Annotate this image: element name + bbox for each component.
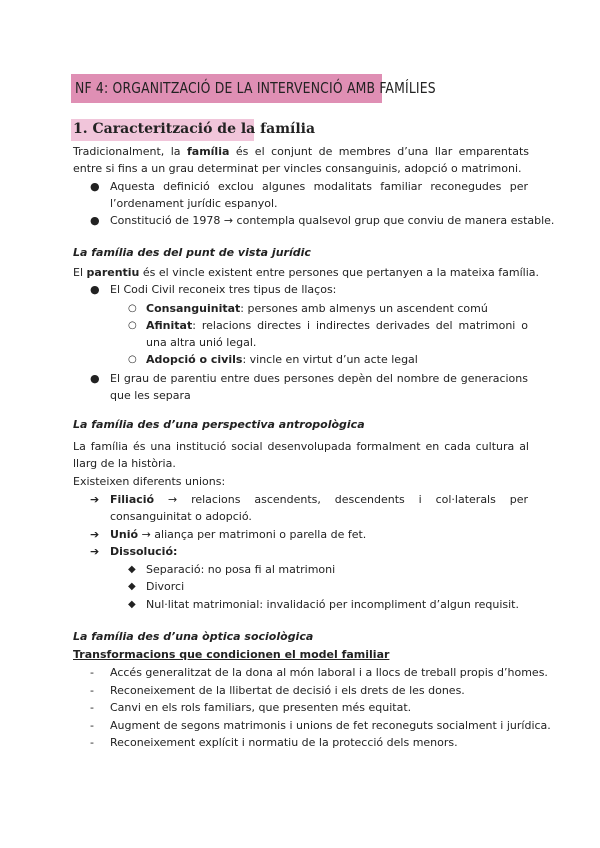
antropologica-paragraph: La família és una institució social desenvolupada formalment en cada cultura al llarg de la història. <box>73 440 529 470</box>
bullet-marker: ● <box>90 214 100 227</box>
dash-item: Accés generalitzat de la dona al món laboral i a llocs de treball propis d’homes. <box>110 666 548 679</box>
subsection-heading: La família des d’una perspectiva antropològica <box>73 418 365 431</box>
parentiu-paragraph: El parentiu és el vincle existent entre persones que pertanyen a la mateixa família. <box>73 266 540 279</box>
unions-intro: Existeixen diferents unions: <box>73 475 226 488</box>
dash-item: Augment de segons matrimonis i unions de fet reconeguts socialment i jurídica. <box>110 719 551 732</box>
bullet-item: Aquesta definició exclou algunes modalitats familiar reconegudes per l’ordenament jurídic espanyol. <box>110 180 528 210</box>
arrow-marker: ➔ <box>90 528 100 541</box>
arrow-item: Dissolució: <box>110 545 178 558</box>
subsection-heading: La família des d’una òptica sociològica <box>73 630 314 643</box>
circle-marker: ○ <box>128 303 137 314</box>
subsection-heading: La família des del punt de vista jurídic <box>73 246 311 259</box>
arrow-item: Filiació → relacions ascendents, descendents i col·laterals per consanguinitat o adopció. <box>110 493 528 523</box>
arrow-marker: ➔ <box>90 493 100 506</box>
dash-marker: - <box>90 701 94 714</box>
bullet-item: El Codi Civil reconeix tres tipus de llaços: <box>110 283 337 296</box>
diamond-marker: ◆ <box>128 599 136 610</box>
bullet-marker: ● <box>90 180 100 193</box>
title-highlight <box>71 74 436 103</box>
diamond-marker: ◆ <box>128 564 136 575</box>
arrow-marker: ➔ <box>90 545 100 558</box>
dash-marker: - <box>90 719 94 732</box>
circle-marker: ○ <box>128 354 137 365</box>
sub-bullet-item: Adopció o civils: vincle en virtut d’un acte legal <box>146 353 418 366</box>
arrow-item: Unió → aliança per matrimoni o parella de fet. <box>110 528 367 541</box>
sub-bullet-item: Afinitat: relacions directes i indirectes derivades del matrimoni o una altra unió legal. <box>146 319 528 349</box>
dash-marker: - <box>90 736 94 749</box>
bullet-item: El grau de parentiu entre dues persones depèn del nombre de generacions que les separa <box>110 372 528 402</box>
diamond-item: Nul·litat matrimonial: invalidació per incompliment d’algun requisit. <box>146 598 519 611</box>
bullet-marker: ● <box>90 283 100 296</box>
intro-paragraph: Tradicionalment, la família és el conjunt de membres d’una llar emparentats entre si fins a un grau determinat per vincles consanguinis, adopció o matrimoni. <box>73 145 529 175</box>
circle-marker: ○ <box>128 320 137 331</box>
underlined-subheading: Transformacions que condicionen el model familiar <box>73 648 390 661</box>
section-heading: 1. Caracterització de la família <box>73 121 316 137</box>
dash-marker: - <box>90 666 94 679</box>
diamond-item: Divorci <box>146 580 185 593</box>
section-heading-highlight <box>71 119 316 141</box>
page-title: NF 4: ORGANITZACIÓ DE LA INTERVENCIÓ AMB FAMÍLIES <box>75 79 436 97</box>
bullet-item: Constitució de 1978 → contempla qualsevol grup que conviu de manera estable. <box>110 214 555 227</box>
diamond-marker: ◆ <box>128 581 136 592</box>
sub-bullet-item: Consanguinitat: persones amb almenys un ascendent comú <box>146 302 488 315</box>
dash-marker: - <box>90 684 94 697</box>
dash-item: Reconeixement explícit i normatiu de la protecció dels menors. <box>110 736 458 749</box>
dash-item: Canvi en els rols familiars, que presenten més equitat. <box>110 701 412 714</box>
dash-item: Reconeixement de la llibertat de decisió i els drets de les dones. <box>110 684 465 697</box>
bullet-marker: ● <box>90 372 100 385</box>
diamond-item: Separació: no posa fi al matrimoni <box>146 563 336 576</box>
